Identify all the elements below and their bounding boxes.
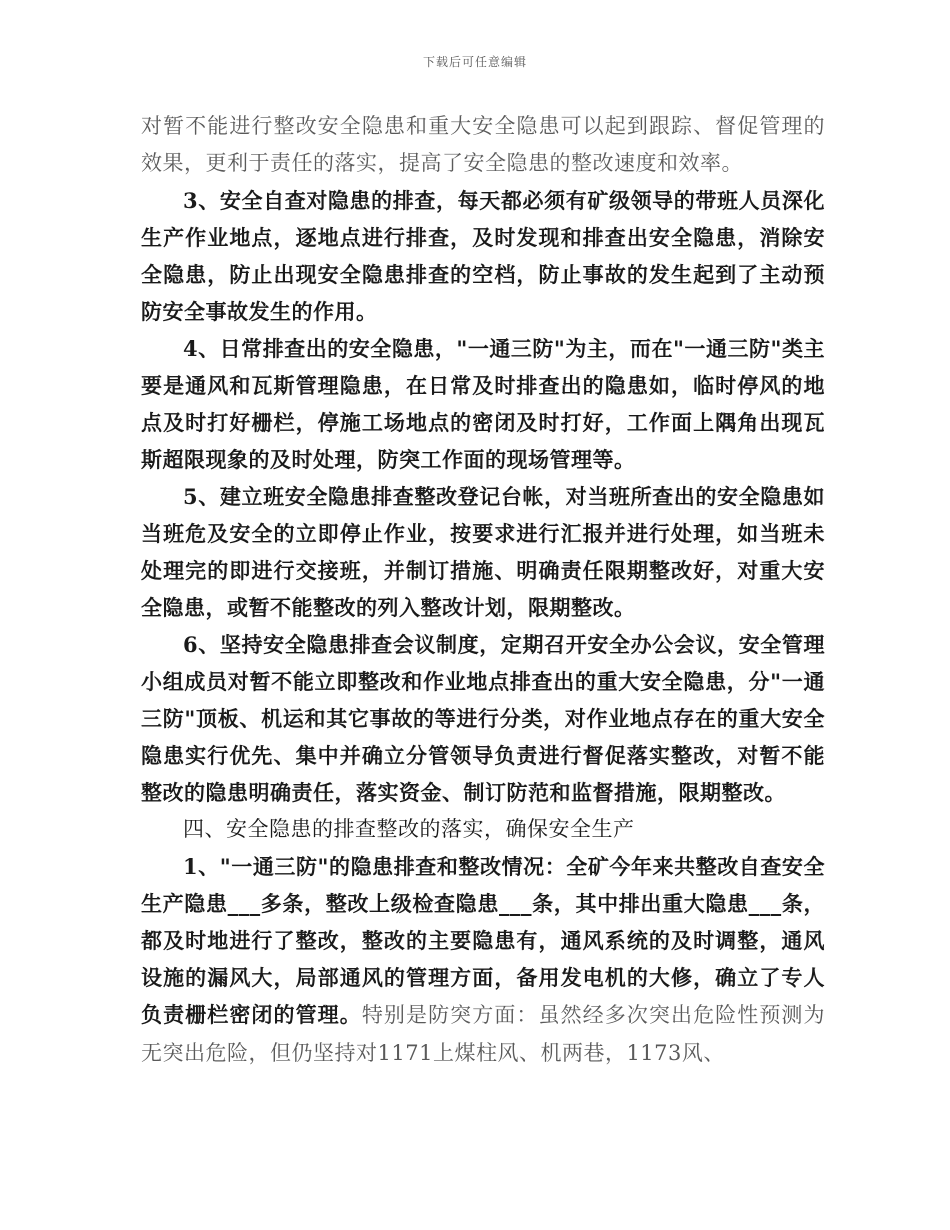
paragraph-item-4: 4、日常排查出的安全隐患，"一通三防"为主，而在"一通三防"类主要是通风和瓦斯管理隐患，在日常及时排查出的隐患如，临时停风的地点及时打好栅栏，停施工场地点的密闭及时打好，工作面上隅角出现瓦斯超限现象的及时处理，防突工作面的现场管理等。 <box>141 336 825 472</box>
page-header: 下载后可任意编辑 <box>422 55 527 69</box>
paragraph-item-3: 3、安全自查对隐患的排查，每天都必须有矿级领导的带班人员深化生产作业地点，逐地点进行排查，及时发现和排查出安全隐患，消除安全隐患，防止出现安全隐患排查的空档，防止事故的发生起到了主动预防安全事故发生的作用。 <box>141 188 825 324</box>
paragraph-item-6: 6、坚持安全隐患排查会议制度，定期召开安全办公会议，安全管理小组成员对暂不能立即整改和作业地点排查出的重大安全隐患，分"一通三防"顶板、机运和其它事故的等进行分类，对作业地点存在的重大安全隐患实行优先、集中并确立分管领导负责进行督促落实整改，对暂不能整改的隐患明确责任，落实资金、制订防范和监督措施，限期整改。 <box>141 632 825 805</box>
paragraph-bold-part: 1、"一通三防"的隐患排查和整改情况：全矿今年来共整改自查安全生产隐患___多条，整改上级检查隐患___条，其中排出重大隐患___条，都及时地进行了整改，整改的主要隐患有，通风系统的及时调整，通风设施的漏风大，局部通风的管理方面，备用发电机的大修，确立了专人负责栅栏密闭的管理。 <box>141 854 825 1027</box>
paragraph-continuation: 对暂不能进行整改安全隐患和重大安全隐患可以起到跟踪、督促管理的效果，更利于责任的落实，提高了安全隐患的整改速度和效率。 <box>141 114 825 175</box>
paragraph-section-4-item-1 <box>141 848 825 1072</box>
paragraph-item-5: 5、建立班安全隐患排查整改登记台帐，对当班所查出的安全隐患如当班危及安全的立即停止作业，按要求进行汇报并进行处理，如当班未处理完的即进行交接班，并制订措施、明确责任限期整改好，对重大安全隐患，或暂不能整改的列入整改计划，限期整改。 <box>141 484 825 620</box>
document-body <box>141 108 825 1072</box>
paragraph-light-part: 特别是防突方面：虽然经多次突出危险性预测为无突出危险，但仍坚持对1171上煤柱风、机两巷，1173风、 <box>141 1003 826 1065</box>
section-heading-4: 四、安全隐患的排查整改的落实，确保安全生产 <box>183 817 635 841</box>
